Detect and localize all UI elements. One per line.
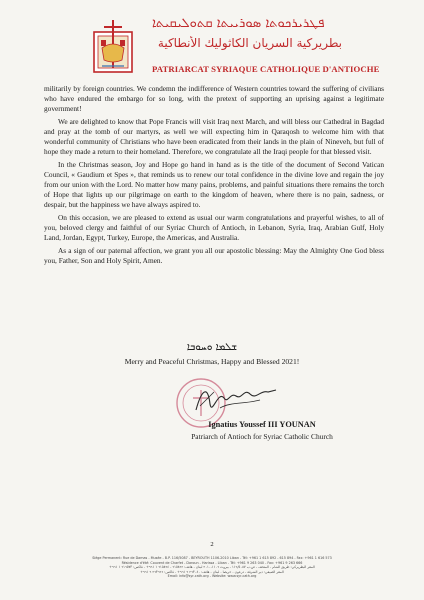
signatory-title: Patriarch of Antioch for Syriac Catholic Church bbox=[191, 432, 333, 441]
patriarchate-emblem bbox=[88, 18, 138, 76]
footer-address-line: المقر الصيفي: دير الشرفة - درعون - حريصا - لبنان - هاتف: ٢٦٣٠٤٠ ٩ ٩٦١+ - فاكس: ٢٦٣٦٦٦ ٩ ٩٦١+ bbox=[140, 569, 284, 574]
syriac-name: ܦܛܪܝܪܟܘܬܐ ܣܘܪܝܝܬܐ ܩܬܘܠܝܩܝܬܐ bbox=[152, 16, 325, 31]
latin-name: PATRIARCAT SYRIAQUE CATHOLIQUE D'ANTIOCHE bbox=[152, 64, 380, 74]
letterhead bbox=[0, 0, 424, 84]
page-number: 2 bbox=[210, 541, 214, 548]
footer-address-line: المقر البطريركي: طريق الشام - المتحف - ص.ب ١١٦/٥٠٨٧ - بيروت ١١٠٦-٢٠١٠ لبنان - هاتف: ٦١٥٨٩٢ - ٦١٥٨٩٤ ١ ٩٦١+ - فاكس: ٦١٦٥٧٣ ١ ٩٦١+ bbox=[109, 565, 315, 570]
signatory-name: Ignatius Youssef III YOUNAN bbox=[208, 420, 316, 429]
paragraph: On this occasion, we are pleased to extend as usual our warm congratulations and prayerful wishes, to all of you, beloved clergy and faithful of our Syriac Church of Antioch, in Lebanon, Syria, Iraq, Arabian Gulf, Holy Land, Jordan, Egypt, Turkey, Europe, the Americas, and Australia. bbox=[44, 212, 384, 243]
paragraph: militarily by foreign countries. We condemn the indifference of Western countries toward the suffering of civilians who have endured the embargo for so long, with the pretext of supporting an uprising against a legitimate government! bbox=[44, 84, 384, 114]
paragraph: We are delighted to know that Pope Francis will visit Iraq next March, and will bless our Cathedral in Bagdad and pray at the tomb of our martyrs, as well we will expecting him in Qaraqosh to welcome him with that wonderful community of Christians who have been eradicated from their lands in the plain of Nineveh, but full of hope they made a return to their homeland. Therefore, we congratulate all the Iraqi people for that blessed visit. bbox=[44, 116, 384, 157]
syriac-greeting: ܫܠܡܐ ܘܚܘܒܐ bbox=[186, 342, 238, 353]
handwritten-signature bbox=[190, 380, 280, 418]
footer-address-line: Siège Permanent: Rue de Damas - Musée - B.P. 116/5087 - BEYROUTH 1106-2010 Liban - Tél: +961 1 615 892 - 615 894 - Fax: +961 1 616 573 bbox=[92, 556, 332, 560]
footer-address-line: Résidence d'été: Couvent de Charfet - Daroun - Harissa - Liban - Tél: +961 9 263 040 - Fax: +961 9 263 666 bbox=[121, 560, 303, 565]
arabic-name: بطريركية السريان الكاثوليك الأنطاكية bbox=[157, 36, 342, 50]
paragraph: As a sign of our paternal affection, we grant you all our apostolic blessing: May the Almighty One God bless you, Father, Son and Holy Spirit, Amen. bbox=[44, 245, 384, 265]
footer-contact-line: Email: info@syr-cath.org - Website: www.syr-cath.org bbox=[167, 574, 257, 579]
christmas-greeting: Merry and Peaceful Christmas, Happy and Blessed 2021! bbox=[124, 357, 300, 366]
letter-body bbox=[44, 84, 384, 269]
letter-footer bbox=[38, 556, 386, 579]
paragraph: In the Christmas season, Joy and Hope go hand in hand as is the title of the document of Second Vatican Council, « Gaudium et Spes », that reminds us to renew our total confidence in the divine love and regain the joy from our union with the Lord. No matter how many pains, problems, and painful situations there remains the torch of Hope that lights up our pilgrimage on earth to the kingdom of heaven, where there is no pain, sadness, or despair, but the happiness we have always aspired to. bbox=[44, 159, 384, 210]
